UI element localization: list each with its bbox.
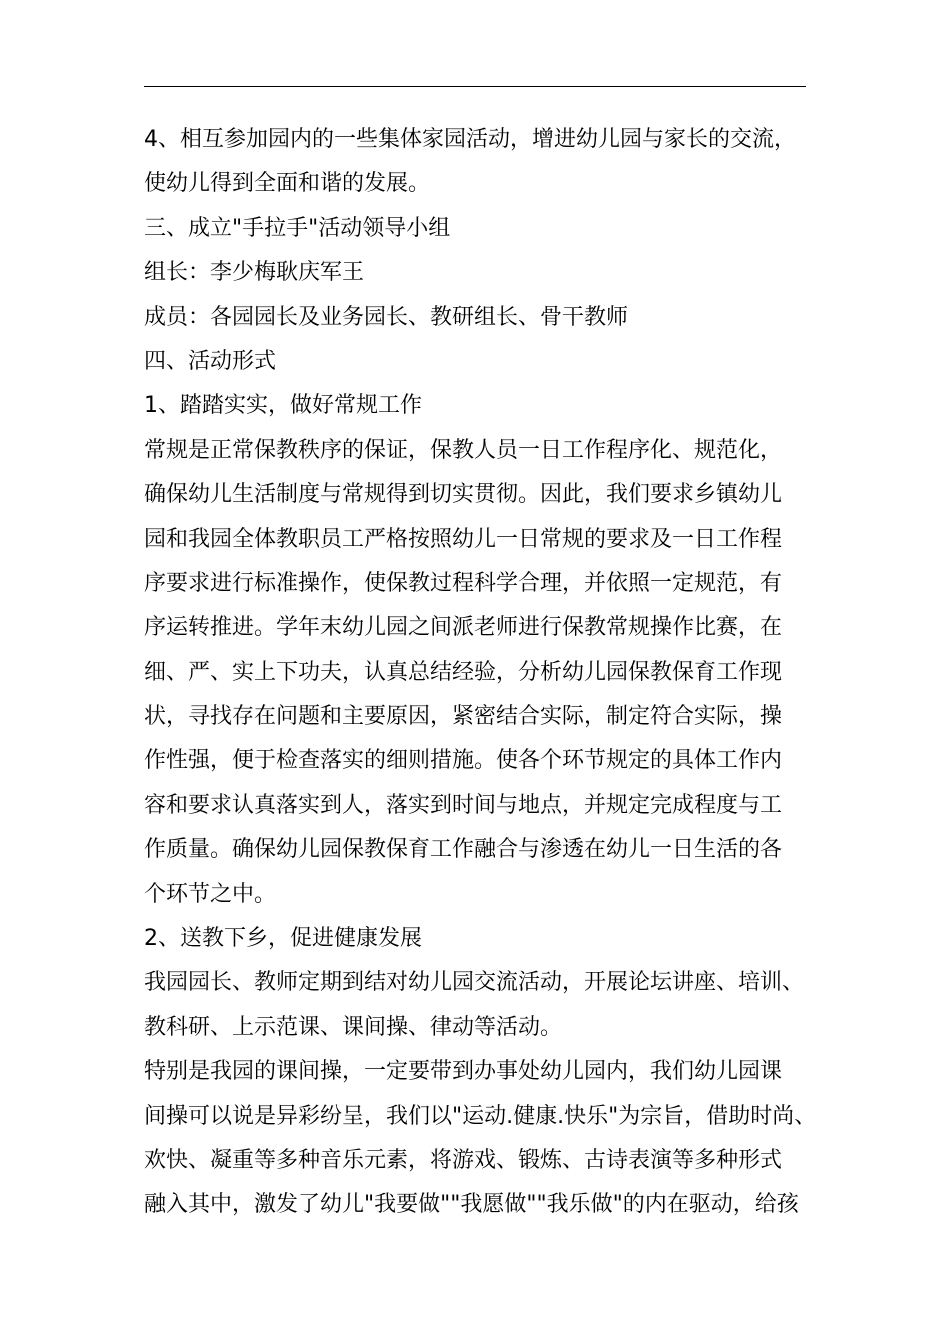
section-heading: 三、成立"手拉手"活动领导小组 xyxy=(144,215,451,241)
text-line: 成员：各园园长及业务园长、教研组长、骨干教师 xyxy=(144,304,629,330)
text-line: 作性强，便于检查落实的细则措施。使各个环节规定的具体工作内 xyxy=(144,748,783,774)
text-line: 序要求进行标准操作，使保教过程科学合理，并依照一定规范，有 xyxy=(144,570,783,596)
text-line: 园和我园全体教职员工严格按照幼儿一日常规的要求及一日工作程 xyxy=(144,526,783,552)
subsection-heading: 2、送教下乡，促进健康发展 xyxy=(144,926,422,952)
text-line: 个环节之中。 xyxy=(144,881,277,907)
text-line: 确保幼儿生活制度与常规得到切实贯彻。因此，我们要求乡镇幼儿 xyxy=(144,482,783,508)
text-line: 特别是我园的课间操，一定要带到办事处幼儿园内，我们幼儿园课 xyxy=(144,1059,783,1085)
text-line: 间操可以说是异彩纷呈，我们以"运动.健康.快乐"为宗旨，借助时尚、 xyxy=(144,1103,817,1129)
text-line: 组长：李少梅耿庆军王 xyxy=(144,260,365,286)
subsection-heading: 1、踏踏实实，做好常规工作 xyxy=(144,393,422,419)
text-line: 使幼儿得到全面和谐的发展。 xyxy=(144,171,431,197)
section-heading: 四、活动形式 xyxy=(144,348,277,374)
text-line: 教科研、上示范课、课间操、律动等活动。 xyxy=(144,1014,563,1040)
text-line: 常规是正常保教秩序的保证，保教人员一日工作程序化、规范化， xyxy=(144,437,783,463)
text-line: 我园园长、教师定期到结对幼儿园交流活动，开展论坛讲座、培训、 xyxy=(144,970,805,996)
text-line: 作质量。确保幼儿园保教保育工作融合与渗透在幼儿一日生活的各 xyxy=(144,837,783,863)
text-line: 欢快、凝重等多种音乐元素，将游戏、锻炼、古诗表演等多种形式 xyxy=(144,1147,783,1173)
header-rule xyxy=(144,86,806,87)
text-line: 细、严、实上下功夫，认真总结经验，分析幼儿园保教保育工作现 xyxy=(144,659,783,685)
text-line: 容和要求认真落实到人，落实到时间与地点，并规定完成程度与工 xyxy=(144,792,783,818)
document-body xyxy=(144,118,817,1228)
text-line: 4、相互参加园内的一些集体家园活动，增进幼儿园与家长的交流， xyxy=(144,127,796,152)
text-line: 融入其中，激发了幼儿"我要做""我愿做""我乐做"的内在驱动，给孩 xyxy=(144,1192,799,1218)
text-line: 序运转推进。学年末幼儿园之间派老师进行保教常规操作比赛，在 xyxy=(144,615,783,641)
text-line: 状，寻找存在问题和主要原因，紧密结合实际，制定符合实际，操 xyxy=(144,704,783,730)
